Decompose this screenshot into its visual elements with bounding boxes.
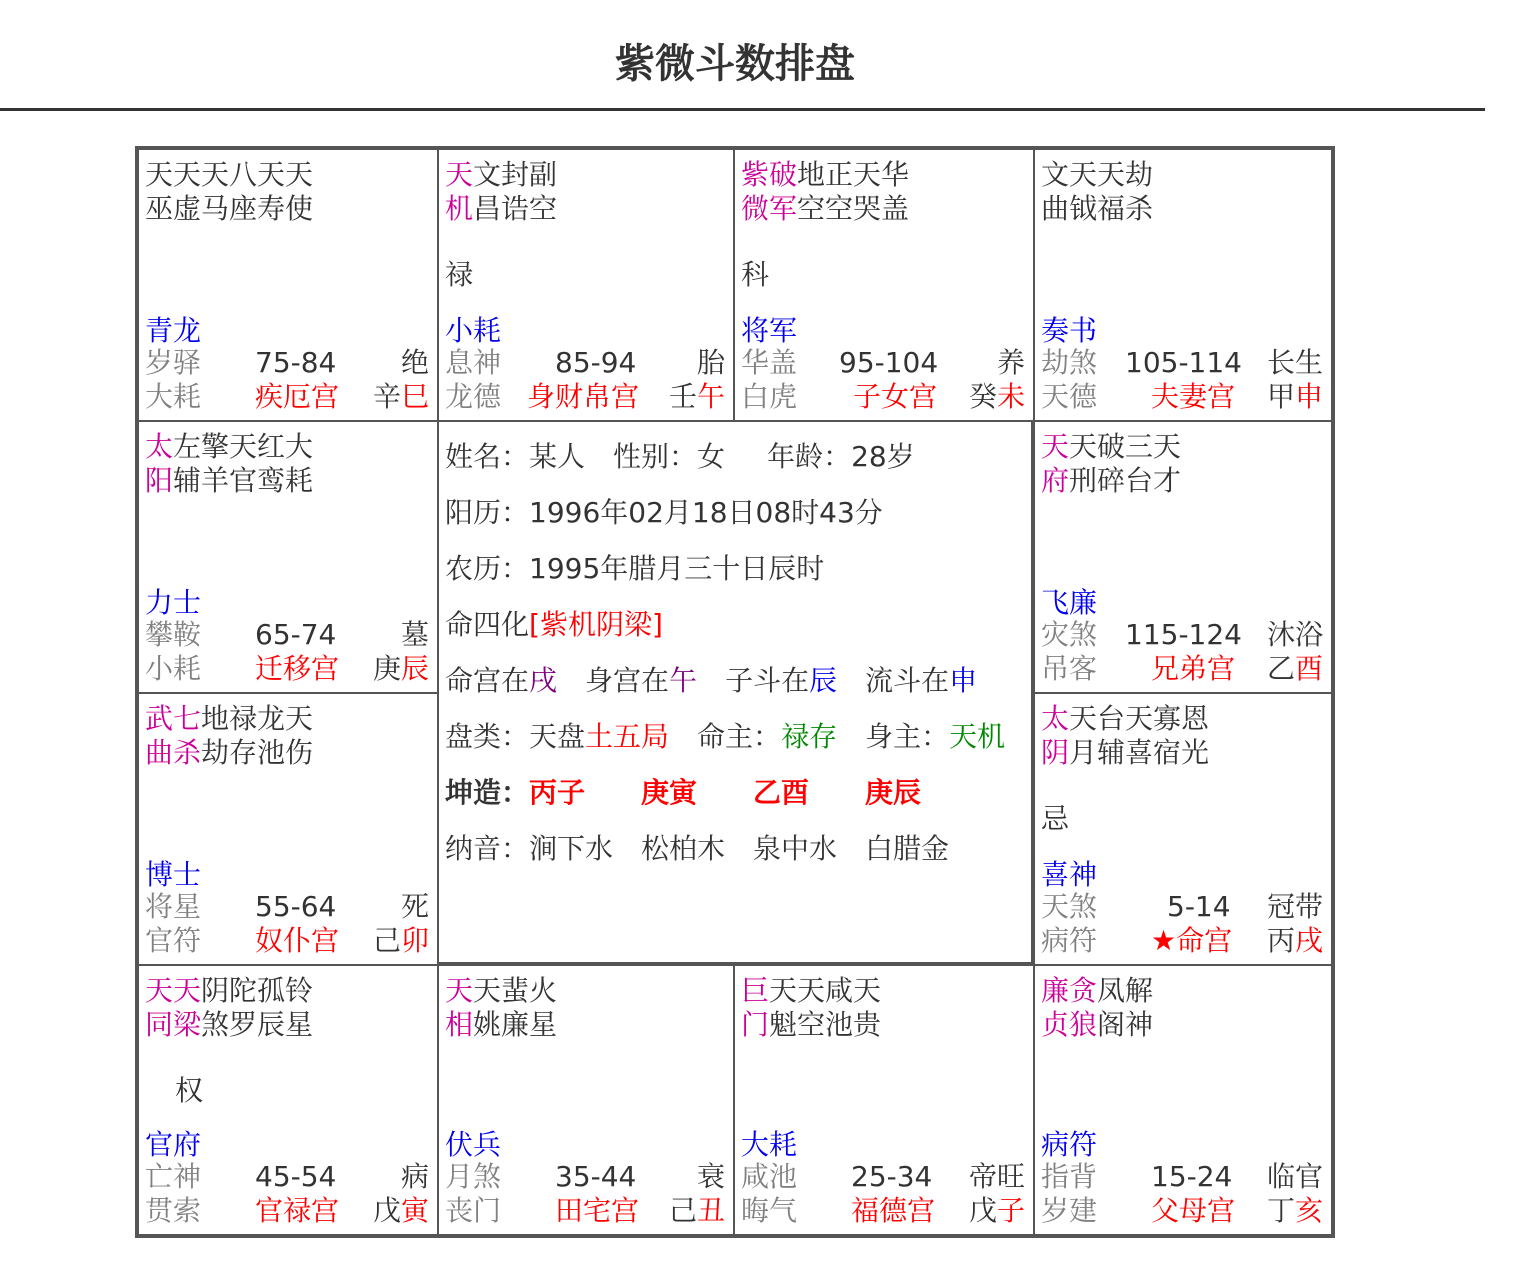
palace-hai[interactable] (1033, 964, 1333, 1236)
changsheng-stage: 墓 (400, 618, 429, 651)
stem-branch: 己丑 (668, 1194, 725, 1227)
changsheng-stage: 帝旺 (968, 1160, 1025, 1193)
jiangqian-star: 吊客 (1041, 652, 1098, 685)
title-divider (0, 108, 1485, 111)
boshi-star: 官府 (145, 1128, 202, 1161)
changsheng-stage: 冠带 (1266, 890, 1323, 923)
suiqian-star: 岁驿 (145, 346, 202, 379)
palace-name: ★命宫 (1151, 924, 1233, 957)
year-nayin: 涧下水 (529, 832, 614, 865)
stem-branch: 戊子 (968, 1194, 1025, 1227)
stem-branch: 辛巳 (372, 380, 429, 413)
jiangqian-star: 大耗 (145, 380, 202, 413)
suiqian-star: 指背 (1041, 1160, 1098, 1193)
decade-limit: 105-114 (1125, 346, 1242, 379)
ziwei-chart (135, 146, 1335, 1238)
hour-nayin: 白腊金 (865, 832, 950, 865)
star-list: 天天破三天 府刑碎台才 (1041, 430, 1182, 497)
palace-position-row: 命宫在戌 身宫在午 子斗在辰 流斗在申 (445, 664, 978, 697)
boshi-star: 喜神 (1041, 858, 1098, 891)
changsheng-stage: 死 (400, 890, 429, 923)
palace-name: 奴仆宫 (255, 924, 340, 957)
palace-chou[interactable] (437, 964, 735, 1236)
day-nayin: 泉中水 (753, 832, 838, 865)
stem-branch: 己卯 (372, 924, 429, 957)
palace-name: 兄弟宫 (1151, 652, 1236, 685)
boshi-star: 病符 (1041, 1128, 1098, 1161)
palace-mao[interactable] (137, 692, 439, 966)
sihua-mark: 忌 (1041, 802, 1070, 835)
person-age: 28岁 (851, 440, 915, 473)
decade-limit: 25-34 (851, 1160, 933, 1193)
year-pillar: 丙子 (529, 776, 586, 809)
sihua-mark: 科 (741, 258, 770, 291)
person-name: 某人 (529, 440, 586, 473)
sihua-row: 命四化[紫机阴梁] (445, 608, 663, 641)
star-list: 天天阴陀孤铃 同梁煞罗辰星 (145, 974, 314, 1041)
palace-name: 福德宫 (851, 1194, 936, 1227)
boshi-star: 小耗 (445, 314, 502, 347)
star-list: 太左擎天红大 阳辅羊官鸾耗 (145, 430, 314, 497)
solar-date: 1996年02月18日08时43分 (529, 496, 883, 529)
changsheng-stage: 衰 (696, 1160, 725, 1193)
suiqian-star: 华盖 (741, 346, 798, 379)
page-title: 紫微斗数排盘 (615, 41, 855, 87)
palace-name: 迁移宫 (255, 652, 340, 685)
star-list: 紫破地正天华 微军空空哭盖 (741, 158, 910, 225)
changsheng-stage: 临官 (1266, 1160, 1323, 1193)
decade-limit: 85-94 (555, 346, 637, 379)
jiangqian-star: 小耗 (145, 652, 202, 685)
boshi-star: 力士 (145, 586, 202, 619)
decade-limit: 75-84 (255, 346, 337, 379)
palace-si[interactable] (137, 148, 439, 422)
suiqian-star: 息神 (445, 346, 502, 379)
palace-name: 父母宫 (1151, 1194, 1236, 1227)
stem-branch: 丁亥 (1266, 1194, 1323, 1227)
chart-type-row: 盘类：天盘土五局 命主：禄存 身主：天机 (445, 720, 1006, 753)
stem-branch: 丙戌 (1266, 924, 1323, 957)
suiqian-star: 咸池 (741, 1160, 798, 1193)
star-list: 廉贪凤解 贞狼阁神 (1041, 974, 1154, 1041)
star-list: 天文封副 机昌诰空 (445, 158, 558, 225)
star-list: 武七地禄龙天 曲杀劫存池伤 (145, 702, 314, 769)
boshi-star: 博士 (145, 858, 202, 891)
changsheng-stage: 病 (400, 1160, 429, 1193)
jiangqian-star: 岁建 (1041, 1194, 1098, 1227)
ming-zhu: 禄存 (781, 720, 838, 753)
hour-pillar: 庚辰 (865, 776, 922, 809)
lunar-date: 1995年腊月三十日辰时 (529, 552, 825, 585)
decade-limit: 55-64 (255, 890, 337, 923)
boshi-star: 青龙 (145, 314, 202, 347)
jiangqian-star: 丧门 (445, 1194, 502, 1227)
jiangqian-star: 天德 (1041, 380, 1098, 413)
month-pillar: 庚寅 (641, 776, 698, 809)
decade-limit: 95-104 (839, 346, 939, 379)
suiqian-star: 将星 (145, 890, 202, 923)
palace-wei[interactable] (733, 148, 1035, 422)
stem-branch: 庚辰 (372, 652, 429, 685)
boshi-star: 飞廉 (1041, 586, 1098, 619)
person-info-row: 姓名：某人 性别：女 年龄：28岁 (445, 440, 915, 473)
boshi-star: 将军 (741, 314, 798, 347)
star-list: 文天天劫 曲钺福杀 (1041, 158, 1154, 225)
suiqian-star: 攀鞍 (145, 618, 202, 651)
suiqian-star: 月煞 (445, 1160, 502, 1193)
star-list: 太天台天寡恩 阴月辅喜宿光 (1041, 702, 1210, 769)
stem-branch: 癸未 (968, 380, 1025, 413)
palace-xu[interactable] (1033, 692, 1333, 966)
changsheng-stage: 绝 (400, 346, 429, 379)
changsheng-stage: 长生 (1266, 346, 1323, 379)
palace-name: 夫妻宫 (1151, 380, 1236, 413)
chart-info-panel (437, 420, 1033, 964)
palace-name: 子女宫 (853, 380, 938, 413)
day-pillar: 乙酉 (753, 776, 810, 809)
stem-branch: 甲申 (1266, 380, 1323, 413)
jiangqian-star: 病符 (1041, 924, 1098, 957)
palace-name: 身财帛宫 (527, 380, 640, 413)
ganzhi-row: 坤造：丙子 庚寅 乙酉 庚辰 (445, 776, 977, 810)
jiangqian-star: 龙德 (445, 380, 502, 413)
shen-palace-branch: 午 (669, 664, 698, 697)
star-list: 巨天天咸天 门魁空池贵 (741, 974, 882, 1041)
jiangqian-star: 官符 (145, 924, 202, 957)
five-element-ju: 土五局 (585, 720, 670, 753)
palace-name: 疾厄宫 (255, 380, 340, 413)
suiqian-star: 灾煞 (1041, 618, 1098, 651)
sihua-mark: 禄 (445, 258, 474, 291)
person-gender: 女 (697, 440, 726, 473)
ming-palace-branch: 戌 (529, 664, 558, 697)
jiangqian-star: 晦气 (741, 1194, 798, 1227)
liudou-branch: 申 (949, 664, 978, 697)
suiqian-star: 天煞 (1041, 890, 1098, 923)
stem-branch: 壬午 (668, 380, 725, 413)
stem-branch: 戊寅 (372, 1194, 429, 1227)
sihua-value: [紫机阴梁] (529, 608, 663, 641)
changsheng-stage: 沐浴 (1266, 618, 1323, 651)
palace-name: 官禄宫 (255, 1194, 340, 1227)
palace-wu[interactable] (437, 148, 735, 422)
changsheng-stage: 养 (996, 346, 1025, 379)
changsheng-stage: 胎 (696, 346, 725, 379)
star-list: 天天天八天天 巫虚马座寿使 (145, 158, 314, 225)
lunar-date-row: 农历：1995年腊月三十日辰时 (445, 552, 825, 585)
star-list: 天天蜚火 相姚廉星 (445, 974, 558, 1041)
decade-limit: 115-124 (1125, 618, 1242, 651)
boshi-star: 伏兵 (445, 1128, 502, 1161)
decade-limit: 5-14 (1167, 890, 1231, 923)
palace-shen[interactable] (1033, 148, 1333, 422)
boshi-star: 大耗 (741, 1128, 798, 1161)
jiangqian-star: 贯索 (145, 1194, 202, 1227)
suiqian-star: 亡神 (145, 1160, 202, 1193)
palace-name: 田宅宫 (555, 1194, 640, 1227)
decade-limit: 15-24 (1151, 1160, 1233, 1193)
suiqian-star: 劫煞 (1041, 346, 1098, 379)
palace-chen[interactable] (137, 420, 439, 694)
sihua-mark: 权 (175, 1074, 204, 1107)
boshi-star: 奏书 (1041, 314, 1098, 347)
nayin-row: 纳音：涧下水 松柏木 泉中水 白腊金 (445, 832, 977, 866)
pan-type: 天盘 (529, 720, 586, 753)
palace-you[interactable] (1033, 420, 1333, 694)
zidou-branch: 辰 (809, 664, 838, 697)
month-nayin: 松柏木 (641, 832, 726, 865)
jiangqian-star: 白虎 (741, 380, 798, 413)
palace-yin[interactable] (137, 964, 439, 1236)
solar-date-row: 阳历：1996年02月18日08时43分 (445, 496, 883, 529)
decade-limit: 45-54 (255, 1160, 337, 1193)
decade-limit: 35-44 (555, 1160, 637, 1193)
decade-limit: 65-74 (255, 618, 337, 651)
shen-zhu: 天机 (949, 720, 1006, 753)
palace-zi[interactable] (733, 964, 1035, 1236)
stem-branch: 乙酉 (1266, 652, 1323, 685)
